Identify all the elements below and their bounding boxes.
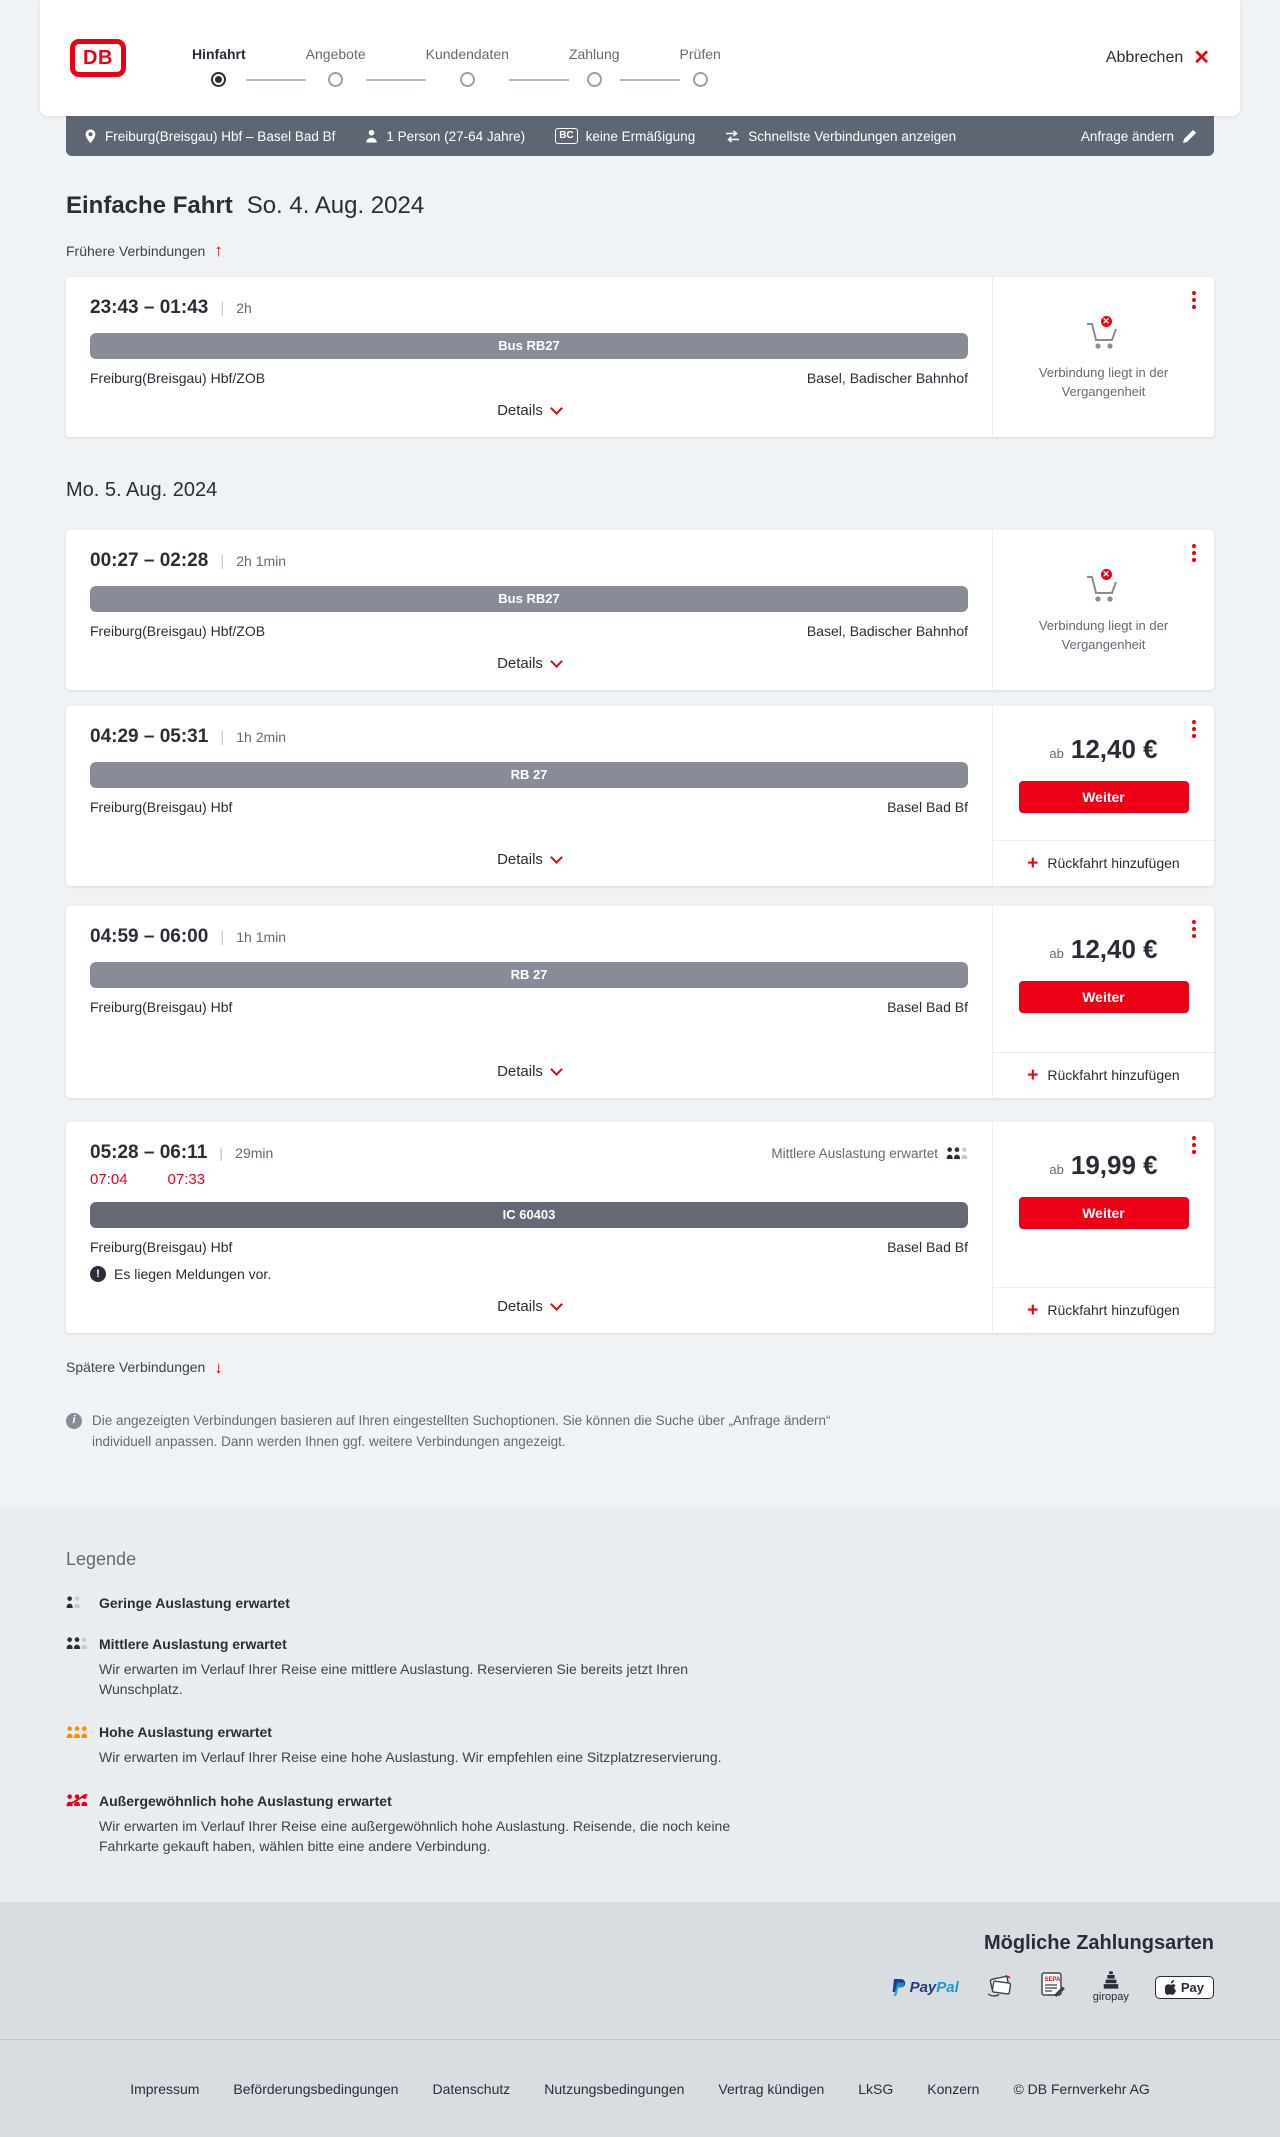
past-connection-text: Verbindung liegt in der Vergangenheit [1038,365,1169,399]
price-line [1009,934,1198,965]
connection-times: 04:29 – 05:31 [90,725,209,747]
app-header [40,0,1240,116]
connection-details [66,277,992,437]
delayed-arrival: 07:33 [167,1170,206,1188]
stations-row [90,1239,968,1255]
plus-icon: + [1027,852,1039,874]
giropay-text: giropay [1092,1991,1129,2004]
footer-link-impressum[interactable]: Impressum [130,2080,200,2097]
price-value: 12,40 € [1070,733,1158,764]
legend-item-description: Wir erwarten im Verlauf Ihrer Reise eine mittlere Auslastung. Reservieren Sie bereits jetzt Ihren Wunschplatz. [99,1660,689,1698]
connection-card [66,906,1214,1098]
footer-link-konzern[interactable]: Konzern [927,2080,980,2097]
connection-duration: 2h [236,299,252,316]
footer-link-befoerderungsbedingungen[interactable]: Beförderungsbedingungen [233,2080,399,2097]
footer-link-datenschutz[interactable]: Datenschutz [432,2080,511,2097]
connection-side-panel [992,706,1214,886]
occupancy-low-icon [66,1596,88,1609]
legend-item-head [66,1636,1214,1652]
abort-label: Abbrechen [1105,49,1184,66]
time-row [90,1142,968,1164]
train-label-bar: RB 27 [90,762,968,788]
add-return-link[interactable] [993,1287,1214,1333]
step-angebote[interactable] [306,46,366,87]
connection-times: 04:59 – 06:00 [90,925,209,947]
legend-title: Legende [66,1548,137,1569]
trip-type: Einfache Fahrt [66,192,233,219]
legend-item-description: Wir erwarten im Verlauf Ihrer Reise eine außergewöhnlich hohe Auslastung. Reisende, die noch keine Fahrkarte gekauft haben, wählen bitte eine andere Verbindung. [99,1817,731,1855]
departure-station: Freiburg(Breisgau) Hbf [90,1238,233,1255]
add-return-link[interactable] [993,1052,1214,1098]
person-icon [365,129,378,143]
occupancy-indicator [771,1146,968,1161]
connection-side-panel [992,906,1214,1098]
train-label-bar: RB 27 [90,962,968,988]
details-label: Details [497,850,543,868]
step-dot-icon [328,72,343,87]
connection-duration: 1h 1min [236,928,287,945]
cart-unavailable-icon [1085,316,1123,356]
separator: | [220,299,225,317]
passengers-summary [365,129,525,144]
train-label-bar: Bus RB27 [90,333,968,359]
details-label: Details [497,401,543,419]
connection-card [66,530,1214,690]
past-connection-info [993,548,1214,671]
passengers-text: 1 Person (27-64 Jahre) [386,128,526,144]
separator: | [220,928,225,946]
connection-duration: 29min [235,1144,274,1161]
step-label: Angebote [305,45,366,62]
occupancy-high-icon [66,1726,88,1739]
db-logo [70,39,126,77]
details-label: Details [497,654,543,672]
connection-side-panel [992,530,1214,690]
price-line [1009,1150,1198,1181]
step-kundendaten[interactable] [426,46,509,87]
price-prefix: ab [1049,945,1064,961]
add-return-label: Rückfahrt hinzufügen [1047,855,1180,871]
details-toggle[interactable] [497,851,561,868]
step-connector [509,79,569,81]
arrival-station: Basel Bad Bf [887,998,968,1015]
details-row [90,386,968,425]
location-pin-icon [84,129,97,144]
legend-item [66,1793,1214,1857]
payments-section [0,1902,1280,2040]
trip-first-date: So. 4. Aug. 2024 [246,192,425,219]
info-icon: i [66,1413,82,1429]
notice-row [90,1266,968,1282]
price-block [993,706,1214,813]
notice-text: Es liegen Meldungen vor. [114,1265,272,1282]
legend-item [66,1636,1214,1700]
separator: | [220,552,225,570]
add-return-label: Rückfahrt hinzufügen [1047,1302,1180,1318]
kebab-menu-icon[interactable] [1190,718,1198,740]
footer-link-nutzungsbedingungen[interactable]: Nutzungsbedingungen [544,2080,685,2097]
step-connector [246,79,306,81]
cart-x-badge-icon: ✕ [1099,314,1114,329]
connection-card [66,1122,1214,1333]
departure-station: Freiburg(Breisgau) Hbf/ZOB [90,369,266,386]
connection-times: 00:27 – 02:28 [90,549,209,571]
footer [0,2040,1280,2137]
edit-pencil-icon [1183,130,1196,143]
bahncard-badge: BC [555,128,577,144]
route-summary [84,129,335,144]
step-label: Hinfahrt [192,45,246,62]
connection-times: 23:43 – 01:43 [90,296,209,318]
footer-link-lksg[interactable]: LkSG [858,2080,894,2097]
continue-button[interactable]: Weiter [1019,981,1189,1013]
db-logo-text: DB [83,46,113,69]
legend-item-title: Außergewöhnlich hohe Auslastung erwartet [99,1792,392,1809]
step-label: Kundendaten [425,45,509,62]
stations-row [90,370,968,386]
separator: | [219,1144,224,1162]
connection-side-panel [992,1122,1214,1333]
plus-icon: + [1027,1299,1039,1321]
chevron-down-icon [550,655,563,668]
details-row [90,835,968,874]
details-toggle[interactable] [497,655,561,672]
abort-button[interactable] [1106,48,1210,68]
departure-station: Freiburg(Breisgau) Hbf/ZOB [90,622,266,639]
arrival-station: Basel, Badischer Bahnhof [806,369,968,386]
arrow-up-icon: ↑ [214,241,223,260]
kebab-menu-icon[interactable] [1190,1134,1198,1156]
step-hinfahrt[interactable] [192,46,246,87]
connection-side-panel [992,277,1214,437]
arrow-down-icon: ↓ [214,1357,223,1377]
legend-item-description: Wir erwarten im Verlauf Ihrer Reise eine hohe Auslastung. Wir empfehlen eine Sitzplatzreservierung. [99,1749,722,1766]
price-value: 12,40 € [1070,933,1158,964]
later-connections-label: Spätere Verbindungen [66,1359,206,1375]
past-connection-text: Verbindung liegt in der Vergangenheit [1038,618,1169,652]
step-dot-active-icon [211,72,226,87]
delayed-departure: 07:04 [90,1170,128,1188]
footer-link-vertrag-kuendigen[interactable]: Vertrag kündigen [718,2080,825,2097]
paypal-text-1: Pay [909,1978,937,1996]
past-connection-info [993,295,1214,418]
price-value: 19,99 € [1070,1149,1158,1180]
legend-item-head [66,1724,1214,1740]
sepa-icon [1041,1972,1067,2002]
route-text: Freiburg(Breisgau) Hbf – Basel Bad Bf [105,128,336,144]
details-toggle[interactable] [497,402,561,419]
arrival-station: Basel Bad Bf [887,798,968,815]
occupancy-very-high-icon [66,1794,88,1807]
giropay-icon [1093,1971,1129,2003]
occupancy-medium-icon [946,1147,968,1160]
plus-icon: + [1027,1064,1039,1086]
step-dot-icon [693,72,708,87]
connection-times: 05:28 – 06:11 [90,1141,208,1163]
occupancy-medium-icon [66,1637,88,1650]
legend-item-title: Geringe Auslastung erwartet [99,1594,290,1611]
price-block [993,906,1214,1013]
payment-methods-row [66,1971,1214,2003]
discount-text: keine Ermäßigung [585,128,696,144]
occupancy-label: Mittlere Auslastung erwartet [771,1145,938,1161]
legend-item [66,1595,1214,1611]
later-connections-link[interactable] [66,1359,223,1376]
connection-duration: 2h 1min [236,552,287,569]
add-return-link[interactable] [993,840,1214,886]
step-dot-icon [460,72,475,87]
time-row [90,726,968,748]
stations-row [90,999,968,1015]
details-toggle[interactable] [497,1298,561,1315]
chevron-down-icon [550,1063,563,1076]
time-row [90,550,968,572]
connection-details [66,1122,992,1333]
delayed-times-row [90,1171,968,1188]
connection-details [66,530,992,690]
connection-duration: 1h 2min [236,728,287,745]
step-connector [366,79,426,81]
price-line [1009,734,1198,765]
stations-row [90,799,968,815]
earlier-connections-link[interactable] [66,242,223,259]
sepa-text: SEPA [1044,1977,1061,1984]
step-pruefen[interactable] [680,46,721,87]
credit-card-icon [985,1973,1015,2002]
legend-item [66,1724,1214,1767]
time-row [90,297,968,319]
chevron-down-icon [550,402,563,415]
alert-icon: ! [90,1266,106,1282]
chevron-down-icon [550,851,563,864]
separator: | [220,728,225,746]
connection-card [66,706,1214,886]
apple-pay-icon [1155,1976,1214,1999]
step-label: Prüfen [679,45,721,62]
fastest-connections-option[interactable] [725,129,956,144]
paypal-text-2: Pal [936,1978,959,1996]
arrival-station: Basel, Badischer Bahnhof [806,622,968,639]
legend-item-title: Mittlere Auslastung erwartet [99,1635,287,1652]
connection-card [66,277,1214,437]
results-main [0,156,1280,1507]
add-return-label: Rückfahrt hinzufügen [1047,1067,1180,1083]
details-label: Details [497,1297,543,1315]
trip-heading [66,156,1214,220]
price-block [993,1122,1214,1229]
search-info-note [66,1411,856,1453]
price-prefix: ab [1049,745,1064,761]
apple-pay-text: Pay [1180,1979,1204,1995]
details-row [90,639,968,678]
change-request-text: Anfrage ändern [1080,128,1174,144]
change-request-button[interactable] [1081,129,1196,144]
discount-summary [555,128,695,144]
train-label-bar: IC 60403 [90,1202,968,1228]
kebab-menu-icon[interactable] [1190,918,1198,940]
fastest-connections-text: Schnellste Verbindungen anzeigen [748,128,957,144]
continue-button[interactable]: Weiter [1019,781,1189,813]
continue-button[interactable]: Weiter [1019,1197,1189,1229]
connection-details [66,706,992,886]
details-row [90,1282,968,1321]
departure-station: Freiburg(Breisgau) Hbf [90,798,233,815]
legend-section [0,1507,1280,1902]
stations-row [90,623,968,639]
earlier-connections-label: Frühere Verbindungen [66,242,206,259]
trip-second-date: Mo. 5. Aug. 2024 [66,478,218,501]
price-prefix: ab [1049,1161,1064,1177]
details-row [90,1047,968,1086]
kebab-menu-icon[interactable] [1190,542,1198,564]
time-row [90,926,968,948]
step-label: Zahlung [568,45,620,62]
kebab-menu-icon[interactable] [1190,289,1198,311]
checkout-stepper [192,30,721,87]
details-toggle[interactable] [497,1063,561,1080]
legend-item-head [66,1595,1214,1611]
cart-unavailable-icon [1085,569,1123,609]
footer-copyright: © DB Fernverkehr AG [1013,2080,1150,2097]
connection-details [66,906,992,1098]
step-dot-icon [587,72,602,87]
step-connector [620,79,680,81]
transfer-arrows-icon [725,130,740,143]
search-info-text: Die angezeigten Verbindungen basieren auf Ihren eingestellten Suchoptionen. Sie können die Suche über „Anfrage ändern“ individuell anpassen. Dann werden Ihnen ggf. weitere Verbindungen angezeigt. [92,1413,831,1449]
step-zahlung[interactable] [569,46,620,87]
chevron-down-icon [550,1298,563,1311]
train-label-bar: Bus RB27 [90,586,968,612]
departure-station: Freiburg(Breisgau) Hbf [90,998,233,1015]
close-icon: ✕ [1193,47,1210,69]
payments-title: Mögliche Zahlungsarten [983,1932,1214,1955]
cart-x-badge-icon: ✕ [1099,567,1114,582]
legend-item-head [66,1793,1214,1809]
paypal-icon [891,1978,959,1997]
arrival-station: Basel Bad Bf [887,1238,968,1255]
search-summary-bar [66,116,1214,156]
legend-item-title: Hohe Auslastung erwartet [99,1724,272,1741]
details-label: Details [497,1062,543,1080]
